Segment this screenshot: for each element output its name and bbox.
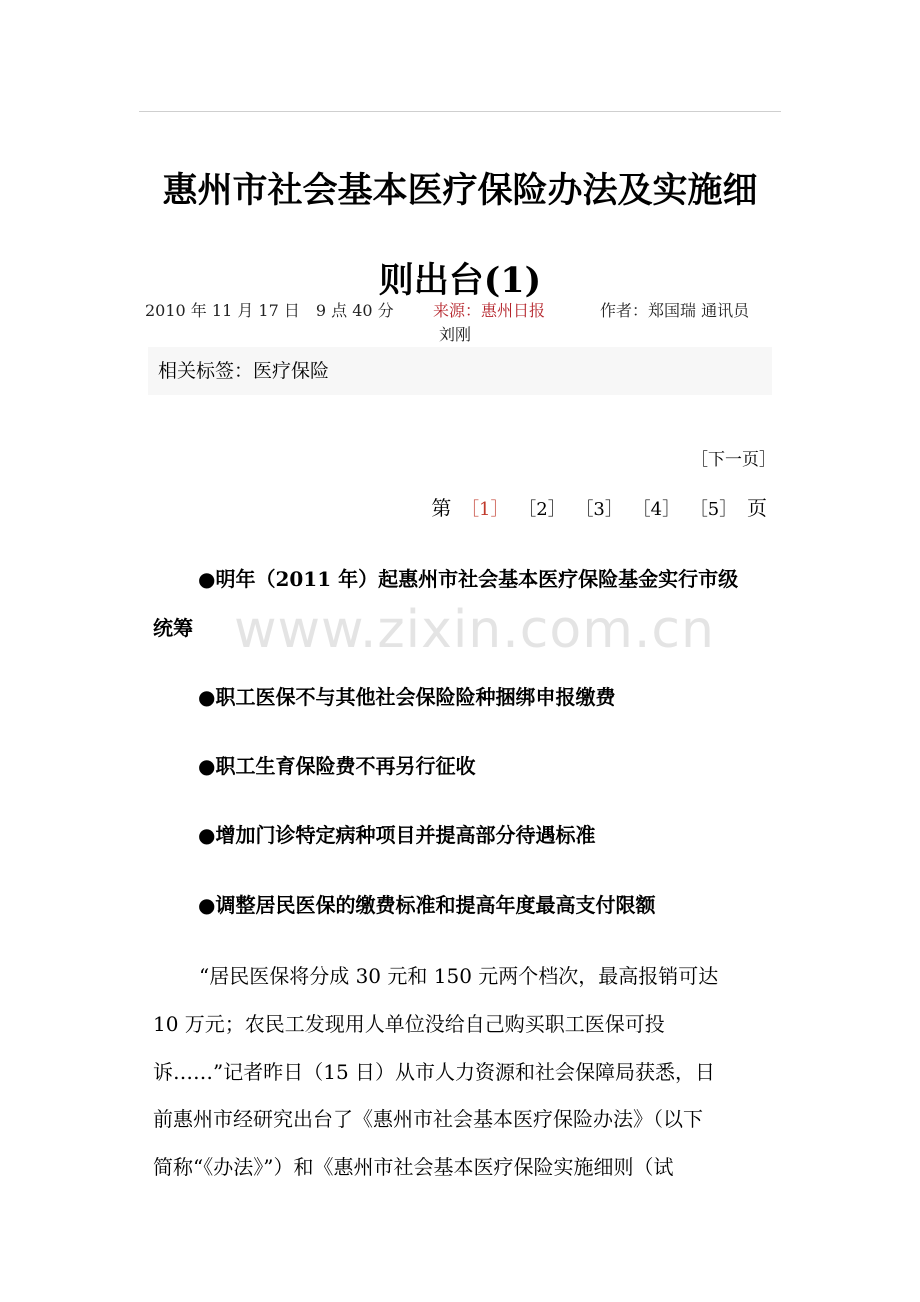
body-line-2: 10 万元；农民工发现用人单位没给自己购买职工医保可投 [153,1012,665,1036]
article-title-line-1: 惠州市社会基本医疗保险办法及实施细 [162,170,758,211]
bullet-point-5: ●调整居民医保的缴费标准和提高年度最高支付限额 [198,893,656,917]
bullet-point-2: ●职工医保不与其他社会保险险种捆绑申报缴费 [198,685,616,709]
article-title-line-2: 则出台(1) [378,260,542,301]
pager-prefix: 第 [431,496,452,520]
page-link-5[interactable]: ［5］ [689,499,738,520]
body-line-1: “居民医保将分成 30 元和 150 元两个档次，最高报销可达 [199,964,719,988]
pager-suffix: 页 [747,496,767,520]
body-line-5: 简称“《办法》”）和《惠州市社会基本医疗保险实施细则（试 [153,1155,674,1179]
publish-date: 2010 年 11 月 17 日 9 点 40 分 [145,301,394,320]
author-line-1: 作者：郑国瑞 通讯员 [600,301,750,320]
pagination [427,492,767,521]
author-line-2: 刘刚 [439,325,472,344]
next-page-link[interactable]: ［下一页］ [691,450,776,470]
source-link[interactable]: 来源：惠州日报 [433,301,546,320]
page-link-2[interactable]: ［2］ [518,499,566,520]
bullet-point-1: ●明年（2011 年）起惠州市社会基本医疗保险基金实行市级 [198,567,739,591]
bullet-point-1-cont: 统筹 [153,616,193,640]
bullet-point-4: ●增加门诊特定病种项目并提高部分待遇标准 [198,823,596,847]
page-link-4[interactable]: ［4］ [632,499,681,520]
bullet-point-3: ●职工生育保险费不再另行征收 [198,754,476,778]
top-divider [139,111,781,112]
body-line-4: 前惠州市经研究出台了《惠州市社会基本医疗保险办法》（以下 [153,1107,703,1131]
watermark: www.zixin.com.cn [234,600,715,660]
body-line-3: 诉……”记者昨日（15 日）从市人力资源和社会保障局获悉，日 [153,1060,716,1084]
related-tags: 相关标签：医疗保险 [148,347,772,395]
page-link-3[interactable]: ［3］ [575,499,623,520]
page-link-1[interactable]: ［1］ [461,499,509,520]
